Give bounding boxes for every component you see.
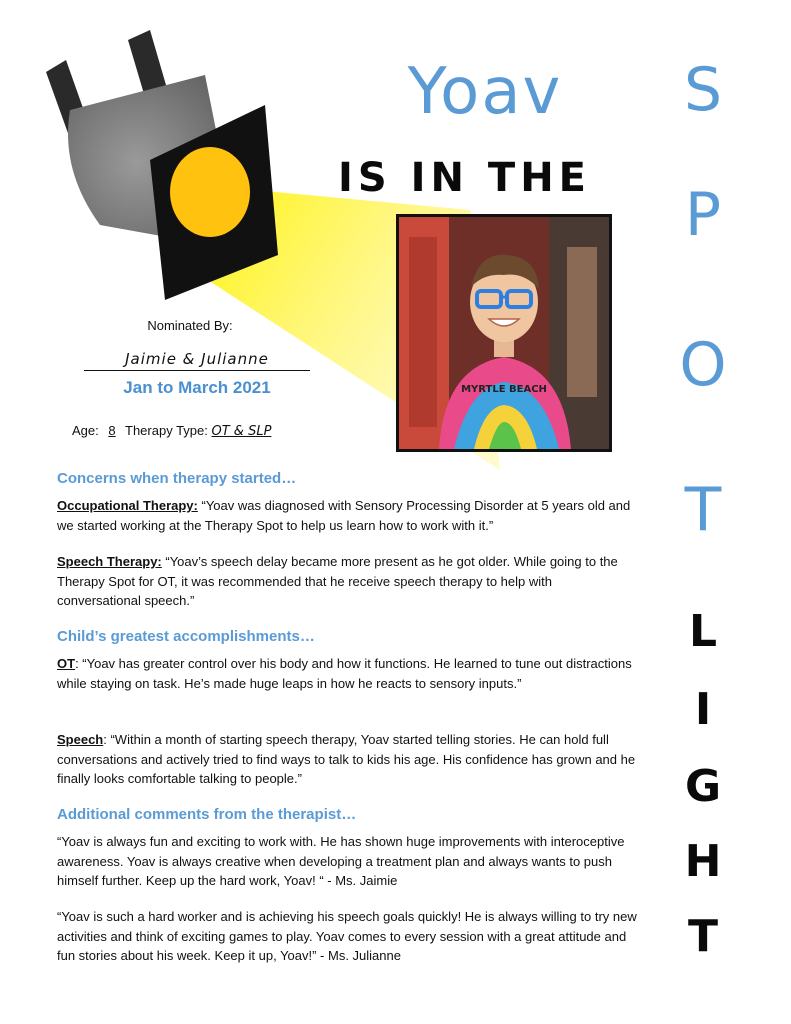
vertical-letter-g: G <box>684 761 722 812</box>
accomplishments-speech-paragraph <box>57 730 637 789</box>
shirt-text: MYRTLE BEACH <box>461 384 547 395</box>
comment-jaimie: “Yoav is always fun and exciting to work with. He has shown huge improvements with interoceptive awareness. Yoav is always creative when developing a treatment plan and always wants to push himself further. Keep up the hard work, Yoav! “ - Ms. Jaimie <box>57 834 625 888</box>
accomplishments-ot-paragraph <box>57 654 637 693</box>
therapy-type-value: OT & SLP <box>211 424 272 439</box>
concerns-speech-text: “Yoav’s speech delay became more present as he got older. While going to the Therapy Spot for OT, it was recommended that he receive speech therapy to help with conversational speech.” <box>57 554 618 608</box>
child-photo-illustration <box>399 217 609 449</box>
age-label: Age: <box>72 423 99 438</box>
vertical-letter-t: T <box>684 475 722 545</box>
is-in-the-heading: IS IN THE <box>338 155 591 201</box>
vertical-letter-o: O <box>679 330 727 400</box>
concerns-heading: Concerns when therapy started… <box>57 470 297 487</box>
nominator-names: Jaimie & Julianne <box>125 350 269 368</box>
vertical-letter-i: I <box>694 684 712 735</box>
comments-heading: Additional comments from the therapist… <box>57 806 357 823</box>
comment-julianne: “Yoav is such a hard worker and is achieving his speech goals quickly! He is always willing to try new activities and think of exciting games to play. Yoav comes to every session with a great attitude and fun stories about his week. Keep it up, Yoav!” - Ms. Julianne <box>57 909 637 963</box>
accomplishments-heading: Child’s greatest accomplishments… <box>57 628 315 645</box>
accomplishments-speech-text: : “Within a month of starting speech therapy, Yoav started telling stories. He can hold full conversations and actively tried to find ways to talk to kids his age. His confidence has grown and he finally looks comfortable talking to people.” <box>57 732 636 786</box>
lamp-lens <box>170 147 250 237</box>
concerns-ot-label: Occupational Therapy: <box>57 498 198 513</box>
concerns-ot-text: “Yoav was diagnosed with Sensory Processing Disorder at 5 years old and we started working at the Therapy Spot to help us learn how to work with it.” <box>57 498 631 533</box>
nominated-by-label: Nominated By: <box>147 318 233 333</box>
nomination-period: Jan to March 2021 <box>123 378 271 397</box>
concerns-ot-paragraph <box>57 496 637 535</box>
vertical-letter-l: L <box>688 606 718 657</box>
vertical-letter-t2: T <box>687 911 718 962</box>
age-value: 8 <box>108 423 116 438</box>
accomplishments-speech-label: Speech <box>57 732 104 747</box>
child-name-title: Yoav <box>407 55 563 129</box>
age-therapy-line <box>72 423 271 439</box>
child-photo <box>396 214 612 452</box>
accomplishments-ot-text: : “Yoav has greater control over his body and how it functions. He learned to tune out distractions while staying on task. He’s made huge leaps in how he reacts to sensory inputs.” <box>57 656 632 691</box>
vertical-letter-p: P <box>684 180 722 250</box>
vertical-letter-s: S <box>683 55 723 125</box>
vertical-letter-h: H <box>684 836 722 887</box>
concerns-speech-label: Speech Therapy: <box>57 554 162 569</box>
therapy-type-label: Therapy Type: <box>125 423 208 438</box>
concerns-speech-paragraph <box>57 552 637 611</box>
accomplishments-ot-label: OT <box>57 656 76 671</box>
